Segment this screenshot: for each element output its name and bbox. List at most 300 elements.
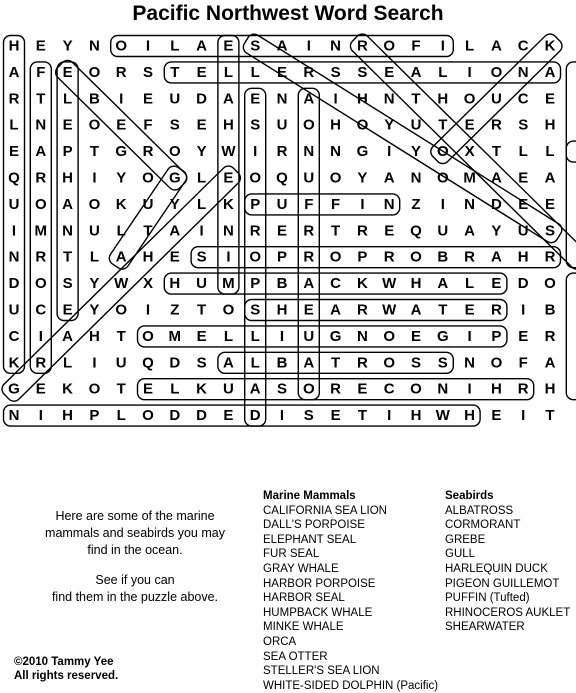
grid-letter[interactable]: E bbox=[196, 327, 207, 345]
grid-letter[interactable]: A bbox=[62, 327, 74, 345]
grid-letter[interactable]: H bbox=[517, 248, 529, 266]
grid-letter[interactable]: E bbox=[223, 407, 234, 425]
grid-letter[interactable]: D bbox=[517, 275, 529, 293]
grid-letter[interactable]: O bbox=[410, 248, 422, 266]
grid-letter[interactable]: R bbox=[35, 169, 47, 187]
grid-letter[interactable]: L bbox=[170, 37, 180, 55]
grid-letter[interactable]: E bbox=[35, 380, 46, 398]
grid-letter[interactable]: D bbox=[196, 407, 208, 425]
grid-letter[interactable]: B bbox=[276, 354, 288, 372]
grid-letter[interactable]: I bbox=[199, 222, 204, 240]
grid-letter[interactable]: Y bbox=[491, 222, 502, 240]
grid-letter[interactable]: F bbox=[518, 354, 528, 372]
grid-letter[interactable]: I bbox=[521, 301, 526, 319]
grid-letter[interactable]: I bbox=[467, 327, 472, 345]
grid-letter[interactable]: B bbox=[88, 90, 100, 108]
grid-letter[interactable]: O bbox=[436, 143, 449, 161]
grid-letter[interactable]: A bbox=[196, 37, 208, 55]
grid-letter[interactable]: I bbox=[306, 37, 311, 55]
grid-letter[interactable]: O bbox=[168, 143, 181, 161]
grid-letter[interactable]: H bbox=[88, 327, 100, 345]
grid-letter[interactable]: D bbox=[169, 407, 181, 425]
grid-letter[interactable]: I bbox=[440, 37, 445, 55]
grid-letter[interactable]: I bbox=[521, 407, 526, 425]
grid-letter[interactable]: A bbox=[330, 301, 342, 319]
grid-letter[interactable]: H bbox=[410, 275, 422, 293]
grid-letter[interactable]: B bbox=[544, 301, 556, 319]
grid-letter[interactable]: H bbox=[464, 407, 476, 425]
grid-letter[interactable]: Q bbox=[410, 222, 422, 240]
grid-letter[interactable]: N bbox=[330, 37, 342, 55]
grid-letter[interactable]: O bbox=[142, 169, 154, 187]
grid-letter[interactable]: O bbox=[463, 90, 476, 108]
grid-letter[interactable]: Y bbox=[196, 143, 207, 161]
grid-letter[interactable]: G bbox=[356, 143, 369, 161]
grid-letter[interactable]: C bbox=[330, 275, 342, 293]
grid-letter[interactable]: R bbox=[383, 248, 395, 266]
grid-letter[interactable]: R bbox=[276, 143, 288, 161]
grid-letter[interactable]: S bbox=[142, 63, 154, 81]
grid-letter[interactable]: K bbox=[222, 195, 234, 213]
grid-letter[interactable]: S bbox=[518, 116, 529, 134]
grid-letter[interactable]: A bbox=[35, 143, 47, 161]
grid-letter[interactable]: L bbox=[9, 116, 19, 134]
grid-letter[interactable]: O bbox=[115, 301, 128, 319]
grid-letter[interactable]: N bbox=[88, 37, 100, 55]
grid-letter[interactable]: H bbox=[62, 407, 74, 425]
grid-letter[interactable]: M bbox=[463, 169, 476, 187]
grid-letter[interactable]: H bbox=[330, 116, 342, 134]
grid-letter[interactable]: R bbox=[544, 327, 556, 345]
grid-letter[interactable]: W bbox=[382, 301, 397, 319]
grid-letter[interactable]: S bbox=[330, 63, 341, 81]
grid-letter[interactable]: O bbox=[249, 248, 262, 266]
grid-letter[interactable]: L bbox=[197, 195, 207, 213]
grid-letter[interactable]: I bbox=[279, 407, 285, 425]
grid-letter[interactable]: A bbox=[276, 37, 288, 55]
grid-letter[interactable]: E bbox=[544, 90, 556, 108]
grid-letter[interactable]: N bbox=[410, 169, 422, 187]
grid-letter[interactable]: B bbox=[276, 275, 288, 293]
grid-letter[interactable]: E bbox=[250, 90, 261, 108]
grid-letter[interactable]: I bbox=[253, 143, 258, 161]
grid-letter[interactable]: O bbox=[329, 169, 342, 187]
grid-letter[interactable]: T bbox=[411, 90, 421, 108]
grid-letter[interactable]: R bbox=[115, 63, 127, 81]
grid-letter[interactable]: L bbox=[63, 354, 73, 372]
grid-letter[interactable]: E bbox=[8, 143, 20, 161]
grid-letter[interactable]: E bbox=[142, 380, 154, 398]
grid-letter[interactable]: Y bbox=[89, 275, 100, 293]
grid-letter[interactable]: O bbox=[88, 116, 101, 134]
grid-letter[interactable]: O bbox=[490, 63, 503, 81]
grid-letter[interactable]: N bbox=[8, 248, 20, 266]
grid-letter[interactable]: D bbox=[490, 195, 502, 213]
grid-letter[interactable]: H bbox=[169, 275, 181, 293]
grid-letter[interactable]: L bbox=[116, 222, 126, 240]
grid-letter[interactable]: S bbox=[250, 301, 261, 319]
grid-letter[interactable]: N bbox=[62, 222, 74, 240]
grid-letter[interactable]: A bbox=[222, 354, 234, 372]
grid-letter[interactable]: A bbox=[490, 169, 502, 187]
grid-letter[interactable]: O bbox=[436, 169, 449, 187]
grid-letter[interactable]: D bbox=[196, 90, 208, 108]
grid-letter[interactable]: O bbox=[490, 354, 503, 372]
grid-letter[interactable]: U bbox=[490, 90, 502, 108]
grid-letter[interactable]: E bbox=[491, 275, 502, 293]
grid-letter[interactable]: U bbox=[303, 327, 315, 345]
grid-letter[interactable]: D bbox=[169, 354, 181, 372]
grid-letter[interactable]: S bbox=[544, 222, 556, 240]
grid-letter[interactable]: A bbox=[490, 248, 502, 266]
grid-letter[interactable]: F bbox=[36, 63, 46, 81]
grid-letter[interactable]: D bbox=[8, 275, 20, 293]
grid-letter[interactable]: I bbox=[333, 90, 338, 108]
grid-letter[interactable]: E bbox=[116, 116, 127, 134]
grid-letter[interactable]: L bbox=[197, 169, 207, 187]
grid-letter[interactable]: T bbox=[36, 90, 46, 108]
grid-letter[interactable]: E bbox=[223, 169, 234, 187]
grid-letter[interactable]: X bbox=[464, 143, 475, 161]
grid-letter[interactable]: A bbox=[303, 90, 315, 108]
grid-letter[interactable]: O bbox=[115, 37, 128, 55]
grid-letter[interactable]: S bbox=[357, 63, 368, 81]
grid-letter[interactable]: N bbox=[517, 63, 529, 81]
grid-letter[interactable]: S bbox=[169, 116, 180, 134]
grid-letter[interactable]: B bbox=[437, 248, 449, 266]
grid-letter[interactable]: N bbox=[222, 222, 234, 240]
grid-letter[interactable]: N bbox=[276, 90, 288, 108]
grid-letter[interactable]: F bbox=[411, 37, 421, 55]
grid-letter[interactable]: I bbox=[387, 143, 392, 161]
grid-letter[interactable]: L bbox=[250, 63, 260, 81]
grid-letter[interactable]: R bbox=[544, 248, 556, 266]
grid-letter[interactable]: W bbox=[382, 275, 397, 293]
grid-letter[interactable]: E bbox=[464, 116, 475, 134]
grid-letter[interactable]: A bbox=[222, 90, 234, 108]
grid-letter[interactable]: I bbox=[279, 327, 285, 345]
grid-letter[interactable]: O bbox=[222, 301, 235, 319]
grid-letter[interactable]: T bbox=[143, 222, 153, 240]
grid-letter[interactable]: R bbox=[356, 354, 368, 372]
grid-letter[interactable]: I bbox=[467, 380, 472, 398]
grid-letter[interactable]: H bbox=[356, 90, 368, 108]
grid-letter[interactable]: R bbox=[464, 248, 476, 266]
grid-letter[interactable]: L bbox=[250, 327, 260, 345]
grid-letter[interactable]: I bbox=[11, 222, 17, 240]
grid-letter[interactable]: G bbox=[115, 143, 128, 161]
grid-letter[interactable]: N bbox=[383, 90, 395, 108]
grid-letter[interactable]: S bbox=[276, 380, 288, 398]
grid-letter[interactable]: S bbox=[250, 116, 261, 134]
grid-letter[interactable]: O bbox=[302, 380, 315, 398]
grid-letter[interactable]: S bbox=[250, 37, 261, 55]
grid-letter[interactable]: E bbox=[223, 37, 234, 55]
grid-letter[interactable]: L bbox=[89, 248, 99, 266]
grid-letter[interactable]: N bbox=[330, 143, 342, 161]
grid-letter[interactable]: P bbox=[62, 143, 73, 161]
grid-letter[interactable]: T bbox=[331, 222, 341, 240]
grid-letter[interactable]: A bbox=[303, 275, 315, 293]
grid-letter[interactable]: U bbox=[276, 195, 288, 213]
grid-letter[interactable]: U bbox=[410, 116, 422, 134]
grid-letter[interactable]: I bbox=[145, 301, 151, 319]
grid-letter[interactable]: E bbox=[142, 90, 154, 108]
grid-letter[interactable]: Y bbox=[89, 301, 100, 319]
grid-letter[interactable]: R bbox=[490, 116, 502, 134]
grid-letter[interactable]: T bbox=[438, 116, 448, 134]
grid-letter[interactable]: Y bbox=[62, 37, 73, 55]
grid-letter[interactable]: G bbox=[168, 169, 181, 187]
grid-letter[interactable]: A bbox=[437, 275, 449, 293]
grid-letter[interactable]: L bbox=[518, 143, 528, 161]
grid-letter[interactable]: I bbox=[38, 327, 43, 345]
grid-letter[interactable]: O bbox=[383, 327, 396, 345]
grid-letter[interactable]: N bbox=[8, 407, 20, 425]
grid-letter[interactable]: H bbox=[222, 116, 234, 134]
grid-letter[interactable]: L bbox=[465, 37, 475, 55]
grid-letter[interactable]: Q bbox=[8, 169, 20, 187]
grid-letter[interactable]: L bbox=[545, 143, 555, 161]
grid-letter[interactable]: Q bbox=[142, 354, 154, 372]
grid-letter[interactable]: E bbox=[330, 407, 341, 425]
grid-letter[interactable]: E bbox=[518, 327, 529, 345]
grid-letter[interactable]: O bbox=[356, 116, 369, 134]
grid-letter[interactable]: U bbox=[303, 169, 315, 187]
grid-letter[interactable]: C bbox=[383, 380, 395, 398]
grid-letter[interactable]: H bbox=[437, 90, 449, 108]
grid-letter[interactable]: U bbox=[222, 380, 234, 398]
grid-letter[interactable]: E bbox=[169, 248, 180, 266]
grid-letter[interactable]: L bbox=[63, 90, 73, 108]
grid-letter[interactable]: E bbox=[384, 222, 395, 240]
grid-letter[interactable]: O bbox=[329, 248, 342, 266]
grid-letter[interactable]: R bbox=[356, 301, 368, 319]
grid-letter[interactable]: L bbox=[438, 63, 448, 81]
grid-letter[interactable]: H bbox=[544, 380, 556, 398]
grid-letter[interactable]: E bbox=[276, 63, 288, 81]
grid-letter[interactable]: I bbox=[387, 407, 392, 425]
grid-letter[interactable]: R bbox=[356, 222, 368, 240]
grid-letter[interactable]: P bbox=[276, 248, 288, 266]
grid-letter[interactable]: T bbox=[116, 327, 126, 345]
grid-letter[interactable]: N bbox=[356, 327, 368, 345]
grid-letter[interactable]: U bbox=[8, 301, 20, 319]
grid-letter[interactable]: A bbox=[544, 169, 556, 187]
grid-letter[interactable]: T bbox=[63, 248, 73, 266]
grid-letter[interactable]: E bbox=[464, 301, 475, 319]
grid-letter[interactable]: N bbox=[303, 143, 315, 161]
grid-letter[interactable]: S bbox=[437, 354, 448, 372]
grid-letter[interactable]: P bbox=[491, 327, 502, 345]
grid-letter[interactable]: R bbox=[303, 222, 315, 240]
grid-letter[interactable]: U bbox=[276, 116, 288, 134]
grid-letter[interactable]: W bbox=[435, 407, 450, 425]
grid-letter[interactable]: R bbox=[8, 90, 20, 108]
grid-letter[interactable]: R bbox=[490, 301, 502, 319]
grid-letter[interactable]: A bbox=[303, 354, 315, 372]
grid-letter[interactable]: Q bbox=[276, 169, 288, 187]
grid-letter[interactable]: U bbox=[8, 195, 20, 213]
grid-letter[interactable]: Z bbox=[170, 301, 180, 319]
grid-letter[interactable]: T bbox=[491, 143, 501, 161]
grid-letter[interactable]: O bbox=[410, 380, 422, 398]
grid-letter[interactable]: T bbox=[331, 354, 341, 372]
grid-letter[interactable]: I bbox=[92, 169, 97, 187]
grid-letter[interactable]: H bbox=[490, 380, 502, 398]
grid-letter[interactable]: I bbox=[145, 37, 151, 55]
grid-letter[interactable]: M bbox=[222, 275, 235, 293]
grid-letter[interactable]: P bbox=[250, 275, 261, 293]
grid-letter[interactable]: M bbox=[34, 222, 48, 240]
grid-letter[interactable]: G bbox=[436, 327, 449, 345]
grid-letter[interactable]: R bbox=[330, 380, 342, 398]
grid-letter[interactable]: F bbox=[331, 195, 341, 213]
grid-letter[interactable]: E bbox=[544, 195, 556, 213]
grid-letter[interactable]: P bbox=[357, 248, 368, 266]
grid-letter[interactable]: R bbox=[142, 143, 154, 161]
grid-letter[interactable]: E bbox=[196, 63, 207, 81]
grid-letter[interactable]: A bbox=[249, 380, 261, 398]
grid-letter[interactable]: D bbox=[249, 407, 261, 425]
grid-letter[interactable]: U bbox=[115, 354, 127, 372]
grid-letter[interactable]: U bbox=[196, 275, 208, 293]
grid-letter[interactable]: A bbox=[464, 222, 476, 240]
grid-letter[interactable]: L bbox=[250, 354, 260, 372]
grid-letter[interactable]: U bbox=[437, 222, 449, 240]
grid-letter[interactable]: M bbox=[168, 327, 182, 345]
grid-letter[interactable]: G bbox=[329, 327, 342, 345]
grid-letter[interactable]: K bbox=[356, 275, 368, 293]
grid-letter[interactable]: E bbox=[518, 195, 529, 213]
grid-letter[interactable]: R bbox=[35, 354, 47, 372]
grid-letter[interactable]: Y bbox=[116, 169, 127, 187]
grid-letter[interactable]: O bbox=[302, 116, 315, 134]
grid-letter[interactable]: H bbox=[8, 37, 20, 55]
grid-letter[interactable]: L bbox=[223, 327, 233, 345]
grid-letter[interactable]: T bbox=[438, 301, 448, 319]
grid-letter[interactable]: O bbox=[383, 354, 396, 372]
grid-letter[interactable]: C bbox=[35, 301, 47, 319]
grid-letter[interactable]: A bbox=[8, 63, 20, 81]
grid-letter[interactable]: H bbox=[62, 169, 74, 187]
grid-letter[interactable]: H bbox=[410, 407, 422, 425]
grid-letter[interactable]: Z bbox=[411, 195, 421, 213]
grid-letter[interactable]: K bbox=[196, 380, 208, 398]
grid-letter[interactable]: A bbox=[115, 248, 127, 266]
grid-letter[interactable]: I bbox=[119, 90, 124, 108]
grid-letter[interactable]: I bbox=[226, 248, 231, 266]
grid-letter[interactable]: T bbox=[170, 63, 180, 81]
grid-letter[interactable]: E bbox=[384, 63, 395, 81]
grid-letter[interactable]: P bbox=[250, 195, 261, 213]
grid-letter[interactable]: R bbox=[303, 248, 315, 266]
grid-letter[interactable]: T bbox=[89, 143, 99, 161]
grid-letter[interactable]: E bbox=[410, 327, 422, 345]
grid-letter[interactable]: I bbox=[92, 354, 97, 372]
grid-letter[interactable]: A bbox=[169, 222, 181, 240]
grid-letter[interactable]: F bbox=[143, 116, 153, 134]
grid-letter[interactable]: U bbox=[169, 90, 181, 108]
grid-letter[interactable]: G bbox=[8, 380, 20, 398]
grid-letter[interactable]: L bbox=[116, 407, 126, 425]
grid-letter[interactable]: E bbox=[62, 116, 73, 134]
grid-letter[interactable]: E bbox=[303, 301, 314, 319]
grid-letter[interactable]: S bbox=[303, 407, 314, 425]
grid-letter[interactable]: T bbox=[116, 380, 126, 398]
grid-letter[interactable]: N bbox=[383, 195, 395, 213]
grid-letter[interactable]: H bbox=[544, 116, 556, 134]
grid-letter[interactable]: O bbox=[142, 407, 154, 425]
grid-letter[interactable]: O bbox=[34, 275, 47, 293]
grid-letter[interactable]: I bbox=[360, 195, 365, 213]
grid-letter[interactable]: N bbox=[464, 354, 476, 372]
grid-letter[interactable]: T bbox=[197, 301, 207, 319]
grid-letter[interactable]: F bbox=[304, 195, 314, 213]
grid-letter[interactable]: O bbox=[249, 169, 262, 187]
grid-letter[interactable]: E bbox=[35, 37, 46, 55]
grid-letter[interactable]: W bbox=[114, 275, 129, 293]
grid-letter[interactable]: O bbox=[544, 275, 556, 293]
grid-letter[interactable]: R bbox=[517, 380, 529, 398]
grid-letter[interactable]: R bbox=[35, 248, 47, 266]
grid-letter[interactable]: A bbox=[544, 354, 556, 372]
grid-letter[interactable]: N bbox=[464, 195, 476, 213]
grid-letter[interactable]: R bbox=[356, 37, 368, 55]
grid-letter[interactable]: O bbox=[34, 195, 47, 213]
grid-letter[interactable]: E bbox=[491, 407, 502, 425]
grid-letter[interactable]: O bbox=[88, 63, 101, 81]
grid-letter[interactable]: S bbox=[196, 248, 207, 266]
grid-letter[interactable]: K bbox=[115, 195, 127, 213]
grid-letter[interactable]: L bbox=[465, 275, 475, 293]
grid-letter[interactable]: O bbox=[142, 327, 154, 345]
grid-letter[interactable]: K bbox=[8, 354, 20, 372]
grid-letter[interactable]: A bbox=[544, 63, 556, 81]
grid-letter[interactable]: U bbox=[88, 222, 100, 240]
grid-letter[interactable]: E bbox=[196, 116, 207, 134]
grid-letter[interactable]: K bbox=[62, 380, 74, 398]
grid-letter[interactable]: R bbox=[249, 222, 261, 240]
grid-letter[interactable]: O bbox=[88, 195, 101, 213]
grid-letter[interactable]: E bbox=[62, 63, 73, 81]
grid-letter[interactable]: A bbox=[383, 169, 395, 187]
grid-letter[interactable]: Y bbox=[384, 116, 395, 134]
grid-letter[interactable]: O bbox=[383, 37, 396, 55]
grid-letter[interactable]: H bbox=[276, 301, 288, 319]
grid-letter[interactable]: S bbox=[62, 275, 73, 293]
grid-letter[interactable]: A bbox=[410, 63, 422, 81]
grid-letter[interactable]: I bbox=[467, 63, 472, 81]
grid-letter[interactable]: I bbox=[440, 195, 445, 213]
grid-letter[interactable]: I bbox=[38, 407, 43, 425]
grid-letter[interactable]: C bbox=[517, 90, 529, 108]
grid-letter[interactable]: S bbox=[410, 354, 422, 372]
grid-letter[interactable]: S bbox=[196, 354, 207, 372]
grid-letter[interactable]: Y bbox=[410, 143, 422, 161]
grid-letter[interactable]: P bbox=[89, 407, 100, 425]
grid-letter[interactable]: E bbox=[357, 380, 368, 398]
grid-letter[interactable]: Y bbox=[169, 195, 180, 213]
grid-letter[interactable]: T bbox=[357, 407, 367, 425]
grid-letter[interactable]: W bbox=[221, 143, 236, 161]
grid-letter[interactable]: A bbox=[62, 195, 74, 213]
grid-letter[interactable]: C bbox=[517, 37, 529, 55]
grid-letter[interactable]: Y bbox=[357, 169, 368, 187]
grid-letter[interactable]: E bbox=[518, 169, 529, 187]
grid-letter[interactable]: N bbox=[437, 380, 449, 398]
grid-letter[interactable]: C bbox=[8, 327, 20, 345]
